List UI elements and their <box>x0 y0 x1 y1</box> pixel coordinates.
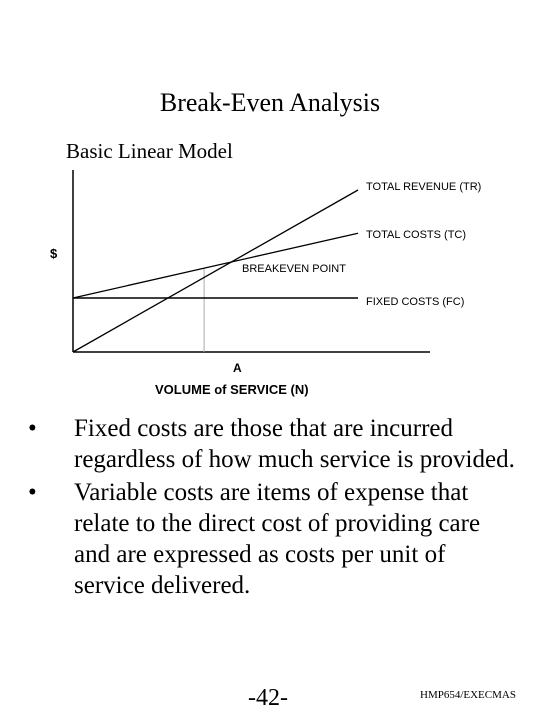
series-label-total-revenue: TOTAL REVENUE (TR) <box>366 181 482 193</box>
x-axis-label: VOLUME of SERVICE (N) <box>155 382 309 397</box>
series-label-fixed-costs: FIXED COSTS (FC) <box>366 296 465 308</box>
page-number: -42- <box>248 685 288 711</box>
breakeven-point-label: BREAKEVEN POINT <box>242 263 346 275</box>
bullet-marker: • <box>28 479 37 506</box>
footer-code: HMP654/EXECMAS <box>420 689 516 701</box>
bullet-item <box>28 477 518 601</box>
slide-title: Break-Even Analysis <box>159 88 381 117</box>
y-axis-label: $ <box>50 246 58 261</box>
bullet-marker: • <box>28 415 37 442</box>
bullet-list <box>28 413 518 603</box>
bullet-text: Variable costs are items of expense that relate to the direct cost of providing care and are expressed as costs per unit of service delivered. <box>74 479 481 599</box>
slide-subtitle: Basic Linear Model <box>66 139 233 163</box>
series-label-total-costs: TOTAL COSTS (TC) <box>366 229 467 241</box>
x-tick-label-a: A <box>233 361 242 375</box>
bullet-text: Fixed costs are those that are incurred regardless of how much service is provided. <box>74 415 515 473</box>
bullet-item <box>28 413 518 475</box>
